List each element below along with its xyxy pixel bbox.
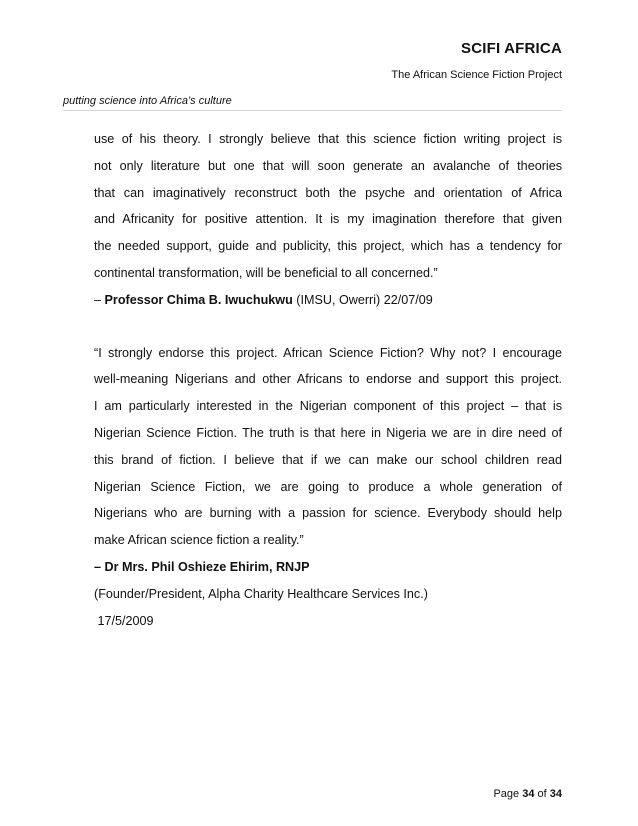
quote-1-line: the needed support, guide and publicity, this project, which has a tendency for — [94, 239, 562, 254]
header-rule — [63, 110, 562, 111]
quote-2-line: Nigerian Science Fiction. The truth is that here in Nigeria we are in dire need of — [94, 425, 562, 440]
quote-2-line: make African science fiction a reality.” — [94, 533, 304, 548]
quote-2-line: Nigerians who are burning with a passion for science. Everybody should help — [94, 506, 562, 521]
attribution-dash: – — [94, 292, 105, 307]
quote-1-line: and Africanity for positive attention. It is my imagination therefore that given — [94, 212, 562, 227]
header-tagline: putting science into Africa’s culture — [63, 95, 232, 107]
page-total: 34 — [549, 788, 562, 800]
quote-2-line: Nigerian Science Fiction, we are going to produce a whole generation of — [94, 479, 562, 494]
page-label: Page — [493, 788, 523, 800]
quote-2-line: I am particularly interested in the Nigerian component of this project – that is — [94, 399, 562, 414]
quote-1-line: not only literature but one that will soon generate an avalanche of theories — [94, 158, 562, 173]
quote-1-line: use of his theory. I strongly believe that this science fiction writing project is — [94, 132, 562, 146]
quote-2-attribution-affiliation: (Founder/President, Alpha Charity Healthcare Services Inc.) — [94, 586, 428, 601]
quote-2-line: “I strongly endorse this project. African Science Fiction? Why not? I encourage — [94, 345, 562, 360]
quote-2-attribution-date: 17/5/2009 — [94, 613, 154, 628]
quote-2-line: well-meaning Nigerians and other Africans to endorse and support this project. — [94, 372, 562, 387]
page-of-label: of — [534, 788, 550, 800]
page-number: 34 — [522, 788, 535, 800]
quote-2 — [94, 340, 562, 635]
attribution-name: Professor Chima B. Iwuchukwu — [104, 292, 293, 307]
quote-1-line: that can imaginatively reconstruct both the psyche and orientation of Africa — [94, 185, 562, 200]
quote-2-attribution-name: – Dr Mrs. Phil Oshieze Ehirim, RNJP — [94, 559, 310, 574]
quote-2-line: this brand of fiction. I believe that if we can make our school children read — [94, 452, 562, 467]
quote-1-attribution — [94, 287, 562, 314]
page-body — [94, 126, 562, 634]
paragraph-gap — [94, 314, 562, 340]
attribution-affiliation: (IMSU, Owerri) 22/07/09 — [292, 292, 433, 307]
page-footer — [493, 788, 562, 800]
quote-1-line: continental transformation, will be beneficial to all concerned.” — [94, 265, 438, 280]
quote-1 — [94, 126, 562, 314]
header-title: SCIFI AFRICA — [460, 40, 562, 57]
header-subtitle: The African Science Fiction Project — [391, 69, 562, 81]
